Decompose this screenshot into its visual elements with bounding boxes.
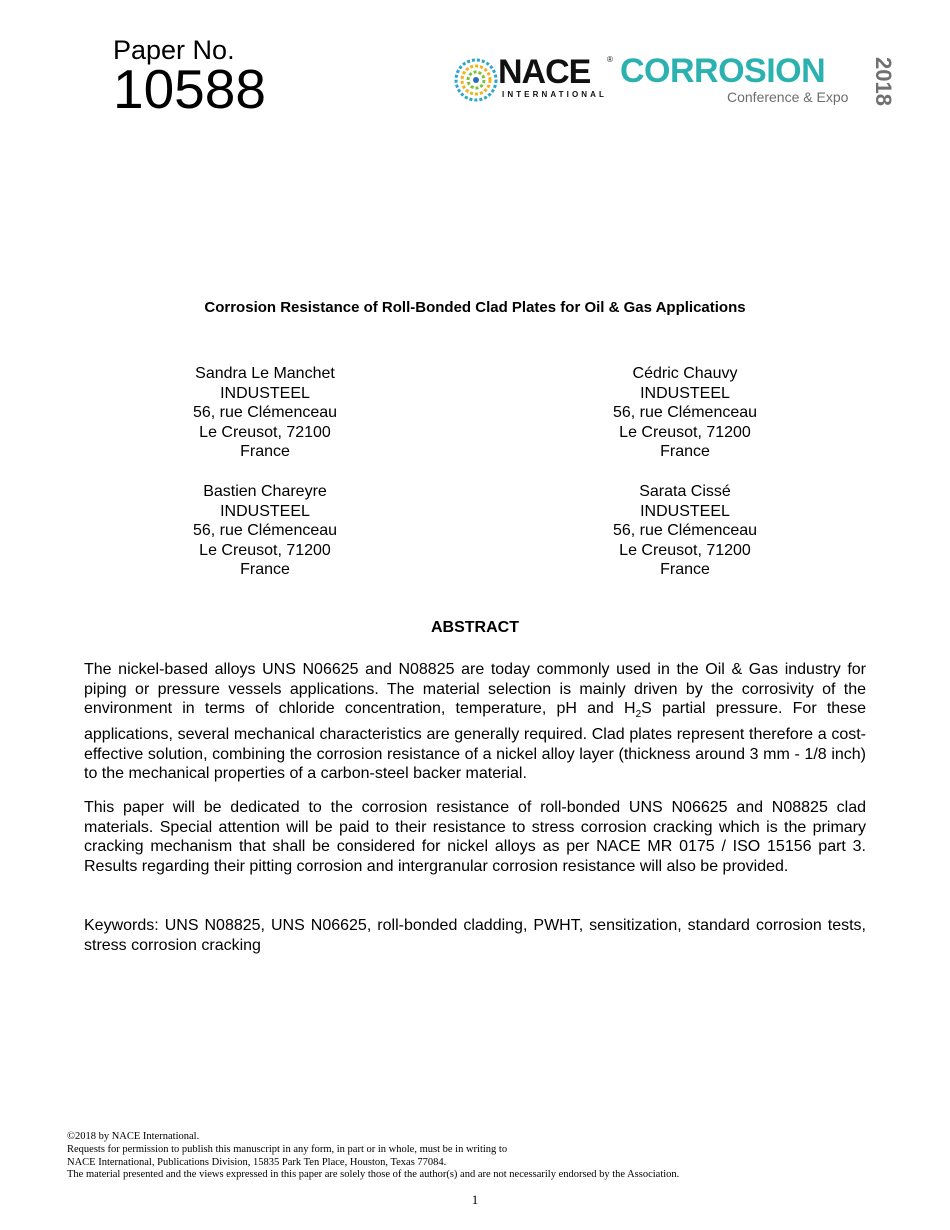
abstract-paragraph-2: This paper will be dedicated to the corrosion resistance of roll-bonded UNS N06625 and N08825 clad materials. Special attention will be paid to their resistance to stress corrosion cracking which is the primary cracking mechanism that shall be considered for nickel alloys as per NACE MR 0175 / ISO 15156 part 3. Results regarding their pitting corrosion and intergranular corrosion resistance will also be provided. <box>84 799 866 875</box>
nace-wordmark: NACE <box>498 53 591 91</box>
author-street: 56, rue Clémenceau <box>612 404 758 422</box>
abstract-paragraph-1 <box>84 660 866 784</box>
author-street: 56, rue Clémenceau <box>192 522 338 540</box>
abstract-heading: ABSTRACT <box>431 619 519 636</box>
author-country: France <box>240 443 290 461</box>
author-country: France <box>660 443 710 461</box>
subscript-2: 2 <box>635 709 642 721</box>
author-country: France <box>660 561 710 579</box>
nace-subtitle: INTERNATIONAL <box>502 90 608 99</box>
author-city: Le Creusot, 71200 <box>619 541 751 559</box>
author-block-2 <box>535 364 835 462</box>
registered-mark: ® <box>607 55 613 64</box>
abstract-text: S partial pressure. For these applications, several mechanical characteristics are generally required. Clad plates represent therefore a cost-effective solution, combining the corrosion resistance of a nickel alloy layer (thickness around 3 mm - 1/8 inch) to the mechanical properties of a carbon-steel backer material. <box>84 700 866 783</box>
footer-line: The material presented and the views expressed in this paper are solely those of the author(s) and are not necessarily endorsed by the Association. <box>67 1169 680 1181</box>
event-year <box>871 57 921 106</box>
author-street: 56, rue Clémenceau <box>612 522 758 540</box>
author-company: INDUSTEEL <box>640 384 730 402</box>
author-name: Sandra Le Manchet <box>195 365 335 382</box>
author-company: INDUSTEEL <box>640 502 730 520</box>
footer-notice <box>67 1131 679 1182</box>
nace-corrosion-logo <box>450 52 895 112</box>
author-block-3 <box>115 482 415 580</box>
footer-line: Requests for permission to publish this manuscript in any form, in part or in whole, must be in writing to <box>67 1143 508 1155</box>
author-street: 56, rue Clémenceau <box>192 404 338 422</box>
abstract-text: The nickel-based alloys UNS N06625 and N08825 are today commonly used in the Oil & Gas industry for piping or pressure vessels applications. The material selection is mainly driven by the corrosivity of the environment in terms of chloride concentration, temperature, pH and H <box>84 661 866 718</box>
conference-subtitle: Conference & Expo <box>727 89 849 105</box>
footer-line: NACE International, Publications Division, 15835 Park Ten Place, Houston, Texas 77084. <box>67 1156 447 1168</box>
author-city: Le Creusot, 71200 <box>199 541 331 559</box>
author-city: Le Creusot, 71200 <box>619 423 751 441</box>
author-company: INDUSTEEL <box>220 502 310 520</box>
corrosion-wordmark: CORROSION <box>620 52 826 90</box>
keywords: Keywords: UNS N08825, UNS N06625, roll-bonded cladding, PWHT, sensitization, standard corrosion tests, stress corrosion cracking <box>84 917 866 954</box>
paper-number: 10588 <box>113 58 266 120</box>
author-company: INDUSTEEL <box>220 384 310 402</box>
author-name: Cédric Chauvy <box>632 365 738 382</box>
page-number: 1 <box>471 1192 479 1207</box>
author-name: Sarata Cissé <box>639 483 731 500</box>
nace-globe-icon <box>452 56 500 104</box>
paper-title: Corrosion Resistance of Roll-Bonded Clad Plates for Oil & Gas Applications <box>204 299 746 316</box>
paper-label: Paper No. <box>113 35 235 65</box>
author-country: France <box>240 561 290 579</box>
author-name: Bastien Chareyre <box>203 483 327 500</box>
author-block-4 <box>535 482 835 580</box>
author-block-1 <box>115 364 415 462</box>
author-city: Le Creusot, 72100 <box>199 423 331 441</box>
event-year-text: 2018 <box>871 57 896 106</box>
footer-copyright: ©2018 by NACE International. <box>67 1131 200 1142</box>
